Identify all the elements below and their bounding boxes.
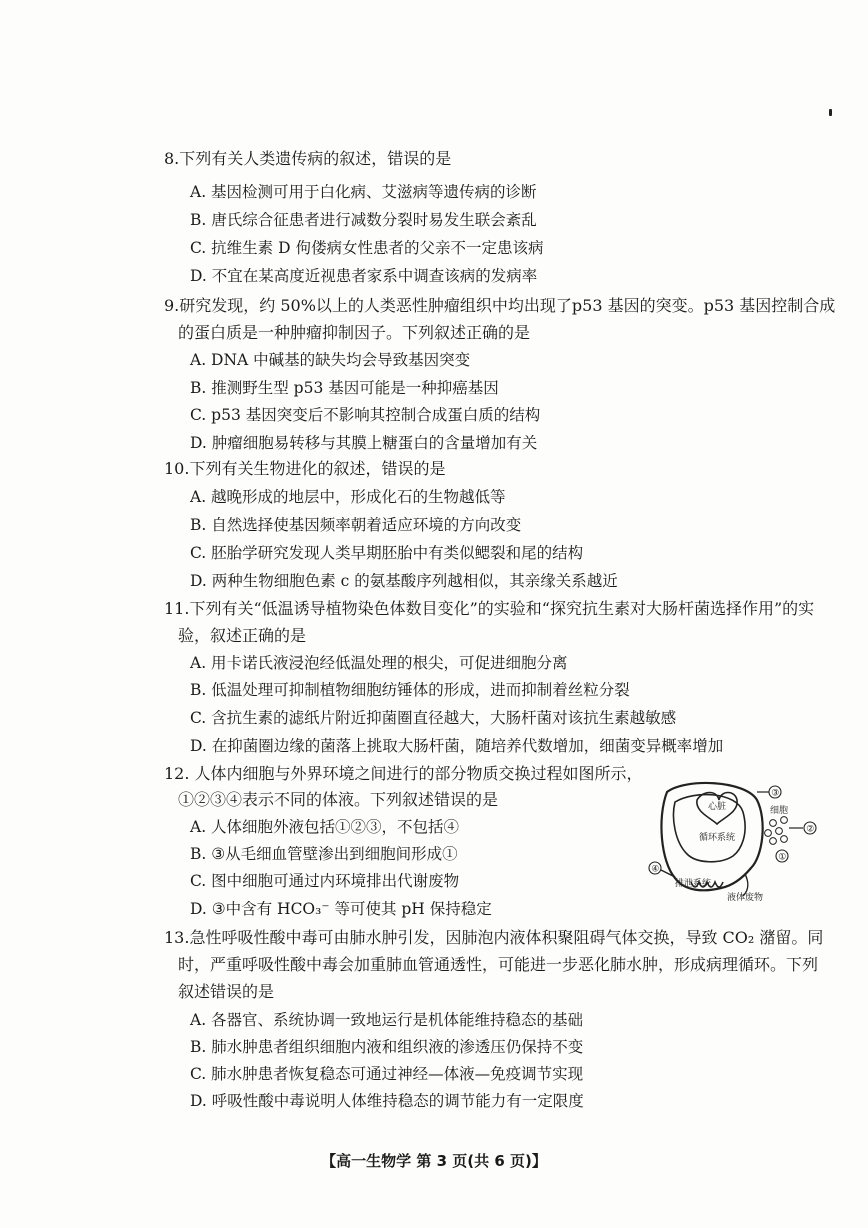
page-footer: 【高一生物学 第 3 页(共 6 页)】 [321,1152,547,1170]
q9-option-c: C. p53 基因突变后不影响其控制合成蛋白质的结构 [190,406,541,424]
q13-option-c: C. 肺水肿患者恢复稳态可通过神经—体液—免疫调节实现 [190,1065,584,1083]
q8-option-b: B. 唐氏综合征患者进行减数分裂时易发生联会紊乱 [190,211,537,229]
marker-4: ④ [651,864,660,875]
q11-option-b: B. 低温处理可抑制植物细胞纺锤体的形成，进而抑制着丝粒分裂 [190,681,630,699]
q13-stem-line3: 叙述错误的是 [178,982,275,1001]
q13-option-d: D. 呼吸性酸中毒说明人体维持稳态的调节能力有一定限度 [190,1092,584,1110]
q8-stem: 8.下列有关人类遗传病的叙述，错误的是 [164,149,452,168]
q10-option-a: A. 越晚形成的地层中，形成化石的生物越低等 [190,488,506,506]
q12-option-a: A. 人体细胞外液包括①②③，不包括④ [190,818,460,836]
circulation-label: 循环系统 [699,833,736,843]
q9-stem-line2: 的蛋白质是一种肿瘤抑制因子。下列叙述正确的是 [178,323,531,342]
cell-2 [781,817,788,824]
cells-label: 细胞 [770,806,789,816]
q13-stem-line1: 13.急性呼吸性酸中毒可由肺水肿引发，因肺泡内液体积聚阻碍气体交换，导致 CO₂ 潴留。同 [164,928,824,947]
q8-option-c: C. 抗维生素 D 佝偻病女性患者的父亲不一定患该病 [190,239,544,257]
cell-3 [765,830,772,837]
q11-stem-line2: 验，叙述正确的是 [178,626,307,645]
cell-6 [781,836,788,843]
q12-stem-line2: ①②③④表示不同的体液。下列叙述错误的是 [178,790,499,809]
q9-stem-line1: 9.研究发现，约 50%以上的人类恶性肿瘤组织中均出现了p53 基因的突变。p53 基因控制合成 [164,296,836,315]
excretion-label: 排泄系统 [675,879,712,889]
q12-option-c: C. 图中细胞可通过内环境排出代谢废物 [190,872,460,890]
waste-label: 液体废物 [727,893,764,903]
q12-option-b: B. ③从毛细血管壁渗出到细胞间形成① [190,845,458,863]
q9-option-b: B. 推测野生型 p53 基因可能是一种抑癌基因 [190,379,499,397]
q8-option-d: D. 不宜在某高度近视患者家系中调查该病的发病率 [190,267,538,285]
q9-option-a: A. DNA 中碱基的缺失均会导致基因突变 [190,351,471,369]
cell-4 [776,828,783,835]
q10-stem: 10.下列有关生物进化的叙述，错误的是 [164,459,446,478]
scan-speck [829,109,832,116]
heart-label: 心脏 [708,802,727,812]
q9-option-d: D. 肿瘤细胞易转移与其膜上糖蛋白的含量增加有关 [190,434,538,452]
q10-option-b: B. 自然选择使基因频率朝着适应环境的方向改变 [190,516,522,534]
q11-option-c: C. 含抗生素的滤纸片附近抑菌圈直径越大，大肠杆菌对该抗生素越敏感 [190,709,677,727]
q8-option-a: A. 基因检测可用于白化病、艾滋病等遗传病的诊断 [190,183,537,201]
marker-3: ③ [771,788,780,799]
body-fluid-exchange-diagram [645,778,825,910]
q12-option-d: D. ③中含有 HCO₃⁻ 等可使其 pH 保持稳定 [190,900,492,918]
marker-1: ① [778,852,787,863]
cell-5 [770,838,777,845]
q12-stem-line1: 12. 人体内细胞与外界环境之间进行的部分物质交换过程如图所示， [164,764,643,783]
q13-option-a: A. 各器官、系统协调一致地运行是机体能维持稳态的基础 [190,1011,584,1029]
marker-2: ② [806,824,815,835]
cell-1 [770,820,777,827]
q11-stem-line1: 11.下列有关“低温诱导植物染色体数目变化”的实验和“探究抗生素对大肠杆菌选择作用”的实 [164,599,815,618]
q10-option-d: D. 两种生物细胞色素 c 的氨基酸序列越相似，其亲缘关系越近 [190,572,618,590]
q11-option-d: D. 在抑菌圈边缘的菌落上挑取大肠杆菌，随培养代数增加，细菌变异概率增加 [190,737,724,755]
q10-option-c: C. 胚胎学研究发现人类早期胚胎中有类似鳃裂和尾的结构 [190,544,584,562]
q11-option-a: A. 用卡诺氏液浸泡经低温处理的根尖，可促进细胞分离 [190,654,568,672]
q13-stem-line2: 时，严重呼吸性酸中毒会加重肺血管通透性，可能进一步恶化肺水肿，形成病理循环。下列 [178,955,819,974]
q13-option-b: B. 肺水肿患者组织细胞内液和组织液的渗透压仍保持不变 [190,1038,584,1056]
